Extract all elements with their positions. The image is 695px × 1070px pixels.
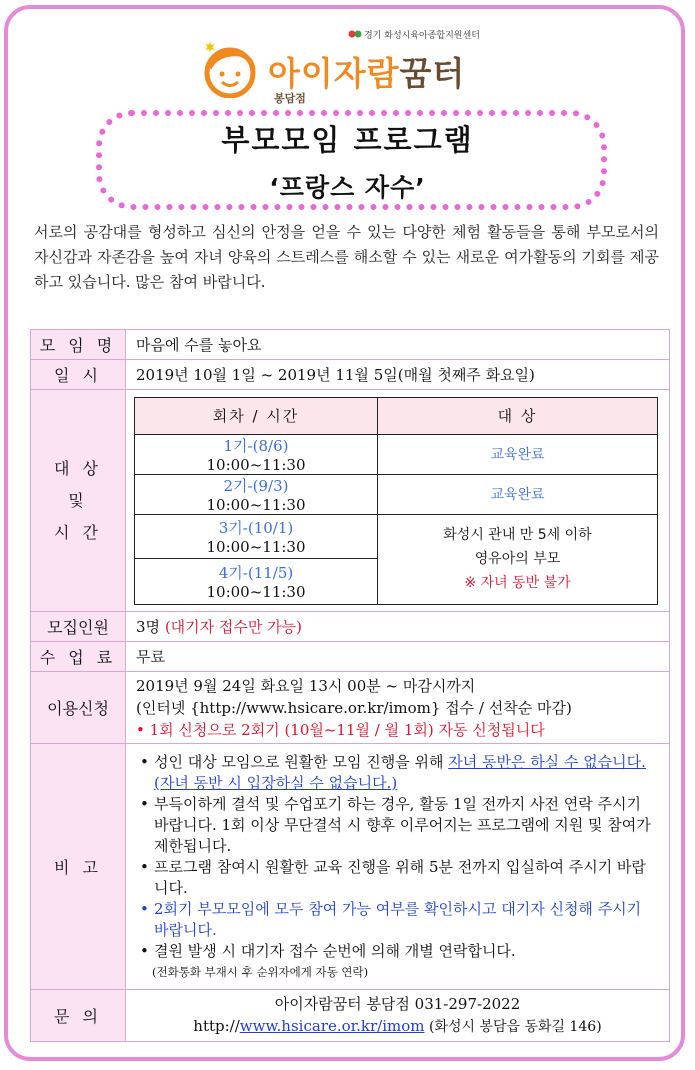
value-target-time (126, 390, 670, 612)
target-description (378, 514, 658, 604)
capacity-note: (대기자 접수만 가능) (164, 618, 302, 636)
session-status: 교육완료 (378, 434, 658, 474)
intro-paragraph: 서로의 공감대를 형성하고 심신의 안정을 얻을 수 있는 다양한 체험 활동들을 통해 부모로서의 자신감과 자존감을 높여 자녀 양육의 스트레스를 해소할 수 있는 새로운 여가활동의 기회를 제공하고 있습니다. 많은 참여 바랍니다. (34, 223, 659, 291)
apply-auto-note: • 1회 신청으로 2회기 (10월~11월 / 월 1회) 자동 신청됩니다 (136, 720, 545, 739)
session-table (134, 397, 658, 605)
session-row-1 (135, 434, 658, 474)
value-date: 2019년 10월 1일 ~ 2019년 11월 5일(매월 첫째주 화요일) (126, 360, 670, 390)
session-row-2 (135, 474, 658, 514)
row-capacity (31, 612, 670, 642)
value-fee: 무료 (126, 642, 670, 672)
capacity-value: 3명 (136, 618, 161, 636)
page-title: 부모모임 프로그램 (221, 123, 474, 157)
page-subtitle: ‘프랑스 자수’ (269, 173, 426, 202)
row-date (31, 360, 670, 390)
value-capacity (126, 612, 670, 642)
remark-item: • 2회기 부모모임에 모두 참여 가능 여부를 확인하시고 대기자 신청해 주시기 바랍니다. (136, 899, 659, 941)
label-and: 및 (68, 490, 88, 510)
brand-name: 아이자람꿈터 (268, 54, 466, 93)
remark-subnote: (전화통화 부재시 후 순위자에게 자동 연락) (152, 965, 369, 979)
target-line-2: 영유아의 부모 (474, 551, 561, 567)
session-time: 10:00~11:30 (206, 537, 306, 556)
label-fee: 수 업 료 (31, 642, 126, 672)
label-remarks: 비 고 (31, 744, 126, 990)
branch-name: 봉담점 (274, 92, 306, 105)
apply-method: (인터넷 {http://www.hsicare.or.kr/imom} 접수 / 선착순 마감) (136, 698, 572, 717)
target-header: 대 상 (378, 397, 658, 434)
logo (200, 22, 500, 105)
remark-text: 성인 대상 모임으로 원활한 모임 진행을 위해 (154, 753, 449, 771)
session-round: 2기-(9/3) (223, 476, 289, 495)
value-remarks (126, 744, 670, 990)
label-target: 대 상 (54, 458, 102, 478)
value-name: 마음에 수를 놓아요 (126, 330, 670, 360)
contact-web (136, 1015, 659, 1038)
contact-address: (화성시 봉담읍 동화길 146) (424, 1019, 602, 1035)
remark-item (136, 752, 659, 794)
session-status: 교육완료 (378, 474, 658, 514)
label-date: 일 시 (31, 360, 126, 390)
session-header: 회차 / 시간 (135, 397, 378, 434)
target-line-1: 화성시 관내 만 5세 이하 (443, 527, 592, 543)
row-remarks (31, 744, 670, 990)
label-target-time (31, 390, 126, 612)
remarks-list (136, 744, 659, 989)
label-apply: 이용신청 (31, 672, 126, 744)
session-round: 1기-(8/6) (223, 436, 289, 455)
row-name (31, 330, 670, 360)
label-contact: 문 의 (31, 990, 126, 1042)
row-apply (31, 672, 670, 744)
row-contact (31, 990, 670, 1042)
label-capacity: 모집인원 (31, 612, 126, 642)
program-info-table (30, 329, 670, 1042)
center-logo-icon (348, 29, 362, 39)
contact-phone: 아이자람꿈터 봉담점 031-297-2022 (274, 995, 521, 1013)
value-apply (126, 672, 670, 744)
row-fee (31, 642, 670, 672)
session-time: 10:00~11:30 (206, 582, 306, 601)
session-round: 4기-(11/5) (218, 563, 294, 582)
remark-item: • 결원 발생 시 대기자 접수 순번에 의해 개별 연락합니다. (136, 941, 659, 962)
remark-highlight: 자녀 동반은 하실 수 없습니다. (자녀 동반 시 입장하실 수 없습니다.) (154, 753, 646, 792)
remark-item: • 프로그램 참여시 원활한 교육 진행을 위해 5분 전까지 입실하여 주시기 바랍니다. (136, 857, 659, 899)
apply-period: 2019년 9월 24일 화요일 13시 00분 ~ 마감시까지 (136, 676, 476, 695)
value-contact (126, 990, 670, 1042)
row-target-time (31, 390, 670, 612)
website-link[interactable]: www.hsicare.or.kr/imom (239, 1017, 425, 1035)
session-time: 10:00~11:30 (206, 455, 306, 474)
center-name: 경기 화성시육아종합지원센터 (348, 28, 480, 41)
label-time: 시 간 (54, 522, 102, 542)
remark-item: • 부득이하게 결석 및 수업포기 하는 경우, 활동 1일 전까지 사전 연락 주시기 바랍니다. 1회 이상 무단결석 시 향후 이루어지는 프로그램에 지원 및 참여가 제한됩니다. (136, 794, 659, 857)
child-face-logo-icon (200, 40, 260, 98)
target-note: ※ 자녀 동반 불가 (464, 575, 571, 591)
url-prefix: http:// (193, 1017, 240, 1035)
session-row-3 (135, 514, 658, 558)
label-name: 모 임 명 (31, 330, 126, 360)
session-time: 10:00~11:30 (206, 495, 306, 514)
session-round: 3기-(10/1) (218, 518, 294, 537)
